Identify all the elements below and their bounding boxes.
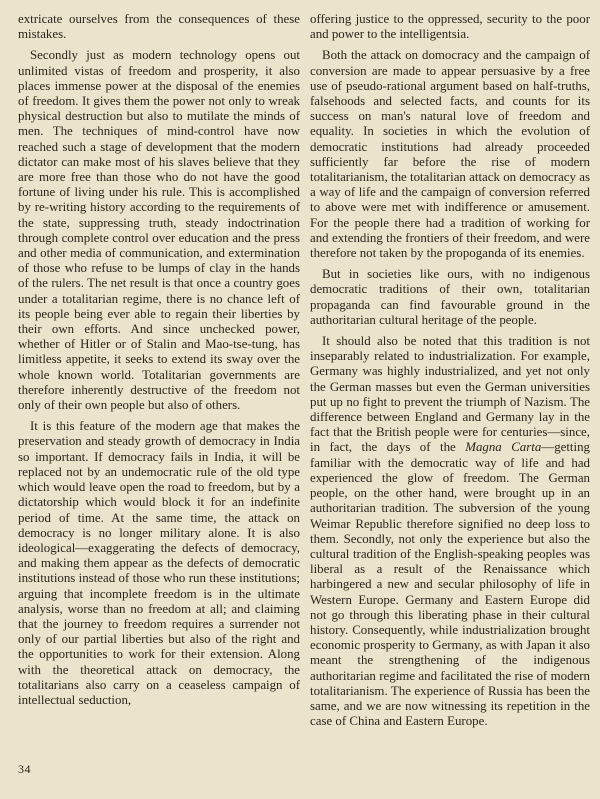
paragraph-industrialization <box>310 334 590 729</box>
paragraph-attack-on-democracy: Both the attack on domocracy and the campaign of conversion are made to appear persuasive by a free use of pseudo-rational argument based on half-truths, falsehoods and selected facts, and counts for its success on man's natural love of freedom and equality. In societies in which the evolution of democratic institutions had already proceeded sufficiently far before the rise of modern totalitarianism, the totalitarian attack on democracy as a way of life and the campaign of conversion referred to above were met with indifference or amusement. For the people there had a tradition of working for and extending the frontiers of their freedom, and were therefore not taken by the propoganda of its enemies. <box>310 48 590 261</box>
paragraph-technology: Secondly just as modern technology opens out unlimited vistas of freedom and prosperity, it also places immense power at the disposal of the enemies of freedom. It gives them the power not only to wreak physical destruction but also to mutilate the minds of men. The techniques of mind-control have now reached such a stage of development that the modern dictator can make most of his slaves believe that they are more free than those who do not have the good fortune of living under his rule. This is accomplished by re-writing history according to the requirements of the state, suppressing truth, steady indoctrination through complete control over education and the press and other media of communication, and extermination of those who refuse to be lumps of clay in the hands of the rulers. The net result is that once a country goes under a totalitarian regime, there is no chance left of its people being ever able to regain their liberties by their own efforts. And since unchecked power, whether of Hitler or of Stalin and Mao-tse-tung, has limitless appetite, it seeks to extend its sway over the whole known world. Totalitarian governments are therefore inherently destructive of the freedom not only of their own people but also of others. <box>18 48 300 413</box>
paragraph-continuation: extricate ourselves from the consequences of these mistakes. <box>18 12 300 42</box>
magna-carta-italic: Magna Carta <box>465 440 542 455</box>
page-number: 34 <box>18 762 31 776</box>
text-before-magna-carta: It should also be noted that this tradition is not inseparably related to industrialization. For example, Germany was highly industrialized, and yet not only the German masses but even the German universities put up no fight to prevent the triumph of Nazism. The difference between England and Germany lay in the fact that the British people were for centuries—since, in fact, the days of the <box>310 334 590 455</box>
paragraph-continuation-right: offering justice to the oppressed, security to the poor and power to the intelligentsia. <box>310 12 590 42</box>
text-after-magna-carta: —getting familiar with the democratic way of life and had experienced the glow of freedom. The German people, on the other hand, were brought up in an authoritarian tradition. The subversion of the young Weimar Republic therefore signified no deep loss to them. Secondly, not only the experience but also the cultural tradition of the English-speaking peoples was liberal as a result of the Renaissance which harbingered a new and secular philosophy of life in Western Europe. Germany and Eastern Europe did not go through this liberating phase in their cultural history. Consequently, while industrialization brought economic prosperity to Germany, as with Japan it also meant the strengthening of the indigenous authoritarian regime and facilitated the rise of modern totalitarianism. The experience of Russia has been the same, and we are now witnessing its repetition in the case of China and Eastern Europe. <box>310 440 590 729</box>
paragraph-societies-like-ours: But in societies like ours, with no indigenous democratic traditions of their own, totalitarian propaganda can find favourable ground in the authoritarian cultural heritage of the people. <box>310 267 590 327</box>
paragraph-india-democracy: It is this feature of the modern age that makes the preservation and steady growth of democracy in India so important. If democracy fails in India, it will be replaced not by an undemocratic rule of the old type which would leave open the road to freedom, but by a dictatorship which would block it for an indefinite period of time. At the same time, the attack on democracy is no longer military alone. It is also ideological—exaggerating the defects of democracy, and making them appear as the defects of democratic institutions instead of those who run these institutions; arguing that incomplete freedom is in the ultimate analysis, worse than no freedom at all; and claiming that the journey to freedom requires a surrender not only of our partial liberties but also of the right and the opportunities to work for their extension. Along with the theoretical attack on democracy, the totalitarians also carry on a ceaseless campaign of intellectual seduction, <box>18 419 300 707</box>
left-column <box>18 12 300 714</box>
right-column <box>310 12 590 735</box>
